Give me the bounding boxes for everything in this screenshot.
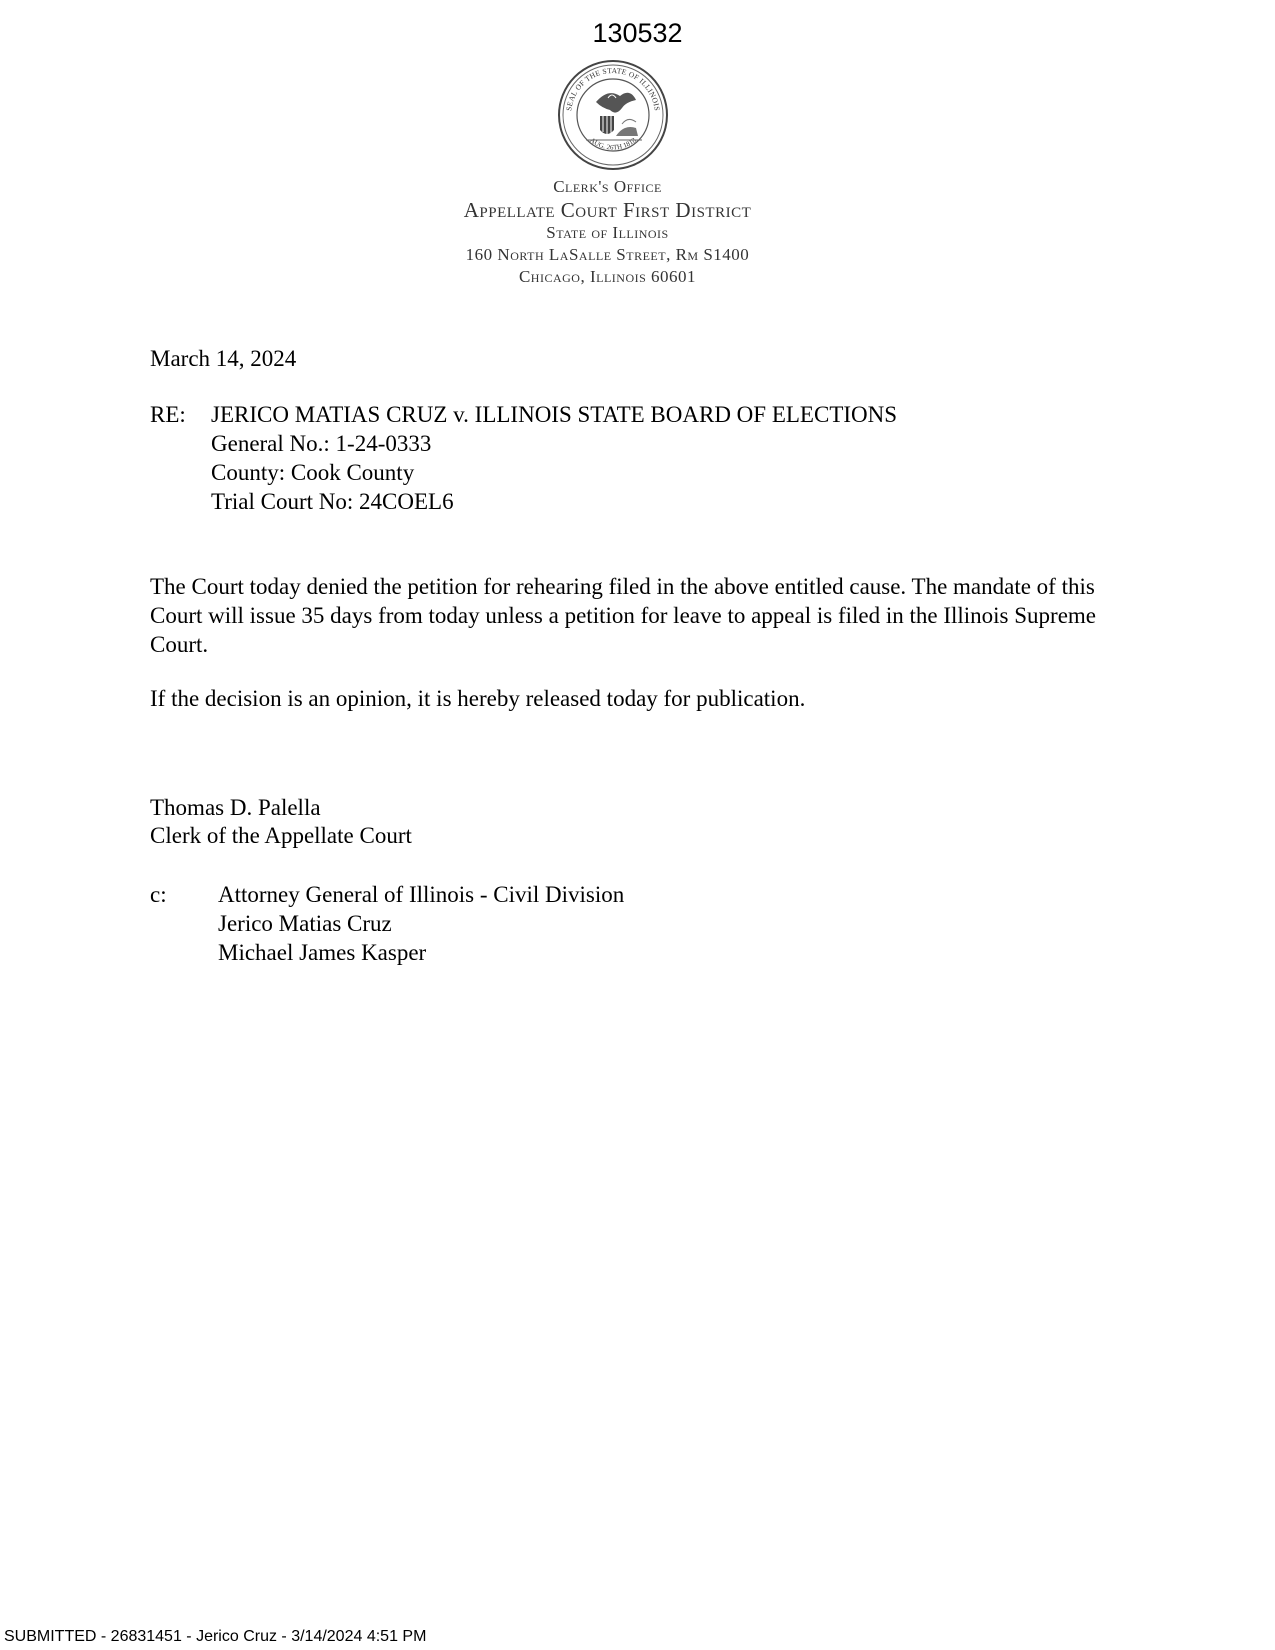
- cc-block: [150, 880, 624, 967]
- letterhead-city: Chicago, Illinois 60601: [518, 267, 697, 286]
- cc-recipients: [218, 880, 624, 967]
- letterhead-office: Clerk's Office: [553, 177, 662, 196]
- page-number: 130532: [592, 18, 683, 48]
- cc-recipient: Michael James Kasper: [218, 940, 427, 965]
- cc-recipient: Jerico Matias Cruz: [218, 911, 392, 936]
- letterhead-state: State of Illinois: [546, 223, 669, 242]
- re-general-number: General No.: 1-24-0333: [211, 431, 432, 456]
- body-paragraph-publication: If the decision is an opinion, it is hereby released today for publication.: [150, 686, 806, 711]
- re-county: County: Cook County: [211, 460, 415, 485]
- signature-name: Thomas D. Palella: [150, 795, 321, 820]
- re-block: [150, 400, 897, 516]
- illinois-state-seal-icon: [556, 58, 670, 172]
- signature-block: [150, 794, 412, 850]
- cc-label: c:: [150, 882, 167, 907]
- cc-recipient: Attorney General of Illinois - Civil Division: [218, 882, 625, 907]
- signature-title: Clerk of the Appellate Court: [150, 823, 412, 848]
- submission-footer: SUBMITTED - 26831451 - Jerico Cruz - 3/14/2024 4:51 PM: [4, 1628, 427, 1645]
- letterhead-court: Appellate Court First District: [463, 198, 752, 222]
- re-lines: [211, 400, 897, 516]
- re-label: RE:: [150, 402, 186, 427]
- re-trial-court-number: Trial Court No: 24COEL6: [211, 489, 454, 514]
- svg-text:SEAL OF THE STATE OF ILLINOIS: SEAL OF THE STATE OF ILLINOIS: [564, 65, 662, 112]
- letterhead-address: 160 North LaSalle Street, Rm S1400: [465, 245, 750, 264]
- letterhead: [0, 176, 1215, 288]
- letter-date: March 14, 2024: [150, 346, 297, 371]
- re-case-title: JERICO MATIAS CRUZ v. ILLINOIS STATE BOARD OF ELECTIONS: [211, 402, 898, 427]
- body-paragraph-rehearing: The Court today denied the petition for rehearing filed in the above entitled cause. The mandate of this Court will issue 35 days from today unless a petition for leave to appeal is filed in the Illinois Supreme Court.: [150, 574, 1097, 657]
- svg-text:AUG. 26TH 1818: AUG. 26TH 1818: [588, 136, 638, 152]
